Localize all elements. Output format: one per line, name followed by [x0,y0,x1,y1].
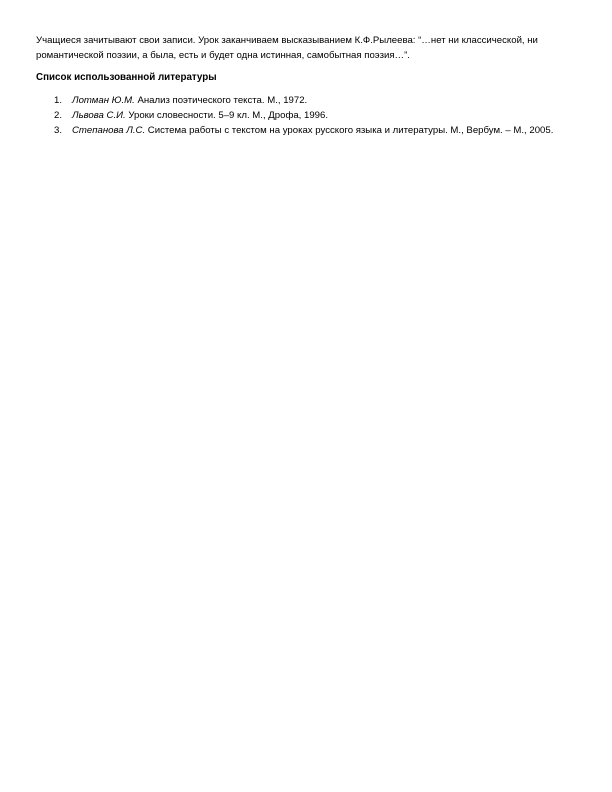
bibliography-list [36,93,580,138]
bibliography-item-number: 1. [54,95,63,106]
page-content [36,33,580,138]
bibliography-item [36,108,580,123]
bibliography-item-author: Степанова Л.С. [72,125,146,136]
bibliography-item [36,123,580,138]
bibliography-item-number: 3. [54,125,63,136]
bibliography-item [36,93,580,108]
bibliography-item-text: Система работы с текстом на уроках русского языка и литературы. М., Вербум. – М., 2005. [145,125,554,136]
bibliography-heading: Список использованной литературы [36,72,217,83]
bibliography-item-number: 2. [54,110,63,121]
bibliography-item-author: Львова С.И. [72,110,126,121]
bibliography-item-text: Анализ поэтического текста. М., 1972. [134,95,308,106]
closing-paragraph: Учащиеся зачитывают свои записи. Урок заканчиваем высказыванием К.Ф.Рылеева: “…нет ни классической, ни романтической поэзии, а была, есть и будет одна истинная, самобытная поэзия…”. [36,35,538,61]
bibliography-item-text: Уроки словесности. 5–9 кл. М., Дрофа, 1996. [125,110,329,121]
bibliography-item-author: Лотман Ю.М. [72,95,135,106]
